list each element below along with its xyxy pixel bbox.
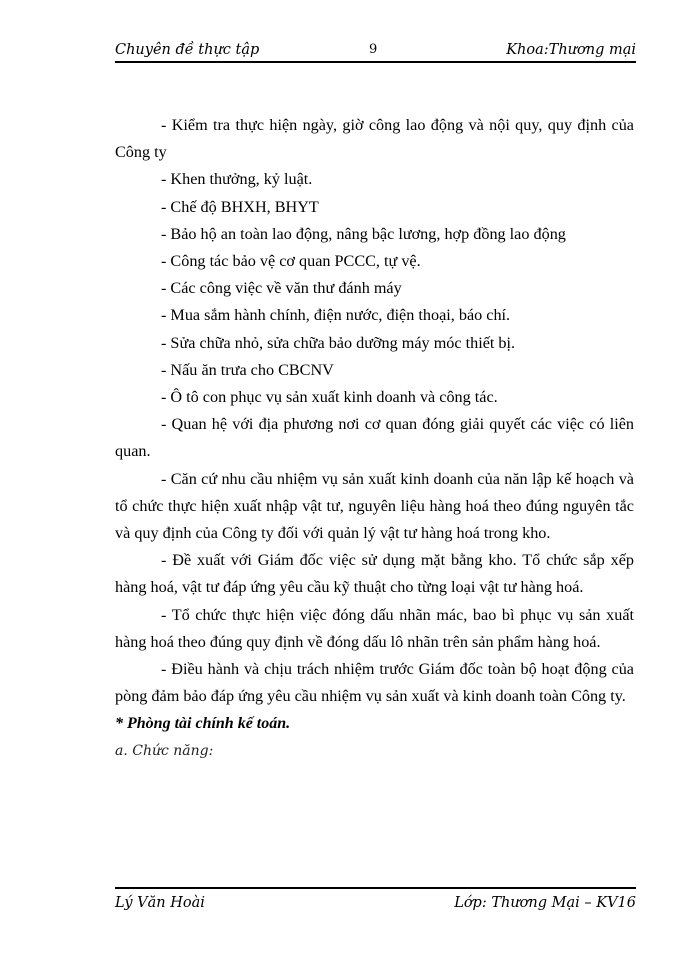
list-item: - Mua sắm hành chính, điện nước, điện thoại, báo chí.: [161, 306, 511, 325]
paragraph: - Đề xuất với Giám đốc việc sử dụng mặt bằng kho. Tổ chức sắp xếp hàng hoá, vật tư đáp ứng yêu cầu kỹ thuật cho từng loại vật tư hàng hoá.: [115, 551, 634, 597]
paragraph: - Điều hành và chịu trách nhiệm trước Giám đốc toàn bộ hoạt động của pòng đảm bảo đáp ứng yêu cầu nhiệm vụ sản xuất và kinh doanh toàn Công ty.: [115, 660, 634, 706]
document-body: [115, 112, 634, 765]
list-item: - Bảo hộ an toàn lao động, nâng bậc lương, hợp đồng lao động: [161, 224, 566, 243]
footer-class: Lớp: Thương Mại – KV16: [454, 895, 636, 911]
list-item: - Ô tô con phục vụ sản xuất kinh doanh và công tác.: [161, 388, 498, 407]
paragraph: - Tổ chức thực hiện việc đóng dấu nhãn mác, bao bì phục vụ sản xuất hàng hoá theo đúng quy định về đóng dấu lô nhãn trên sản phẩm hàng hoá.: [115, 605, 634, 651]
list-item: - Nấu ăn trưa cho CBCNV: [161, 360, 334, 379]
paragraph: - Căn cứ nhu cầu nhiệm vụ sản xuất kinh doanh của năn lập kế hoạch và tổ chức thực hiện xuất nhập vật tư, nguyên liệu hàng hoá theo đúng nguyên tắc và quy định của Công ty đối với quản lý vật tư hàng hoá trong kho.: [115, 469, 634, 543]
list-item: - Công tác bảo vệ cơ quan PCCC, tự vệ.: [161, 252, 421, 271]
header-page-number: 9: [369, 42, 378, 57]
paragraph: - Quan hệ với địa phương nơi cơ quan đóng giải quyết các việc có liên quan.: [115, 415, 634, 461]
section-heading: * Phòng tài chính kế toán.: [115, 715, 291, 733]
page-header: [115, 40, 636, 63]
list-item: - Sửa chữa nhỏ, sửa chữa bảo dưỡng máy móc thiết bị.: [161, 333, 516, 352]
page-footer: [115, 887, 636, 913]
list-item: - Chế độ BHXH, BHYT: [161, 197, 319, 216]
footer-author: Lý Văn Hoài: [115, 895, 205, 911]
list-item: - Các công việc về văn thư đánh máy: [161, 279, 402, 298]
header-document-title: Chuyên đề thực tập: [115, 42, 260, 58]
paragraph: - Kiểm tra thực hiện ngày, giờ công lao động và nội quy, quy định của Công ty: [115, 116, 634, 162]
sub-heading: a. Chức năng:: [115, 742, 214, 759]
header-faculty: Khoa:Thương mại: [506, 42, 636, 58]
list-item: - Khen thưởng, kỷ luật.: [161, 170, 313, 189]
